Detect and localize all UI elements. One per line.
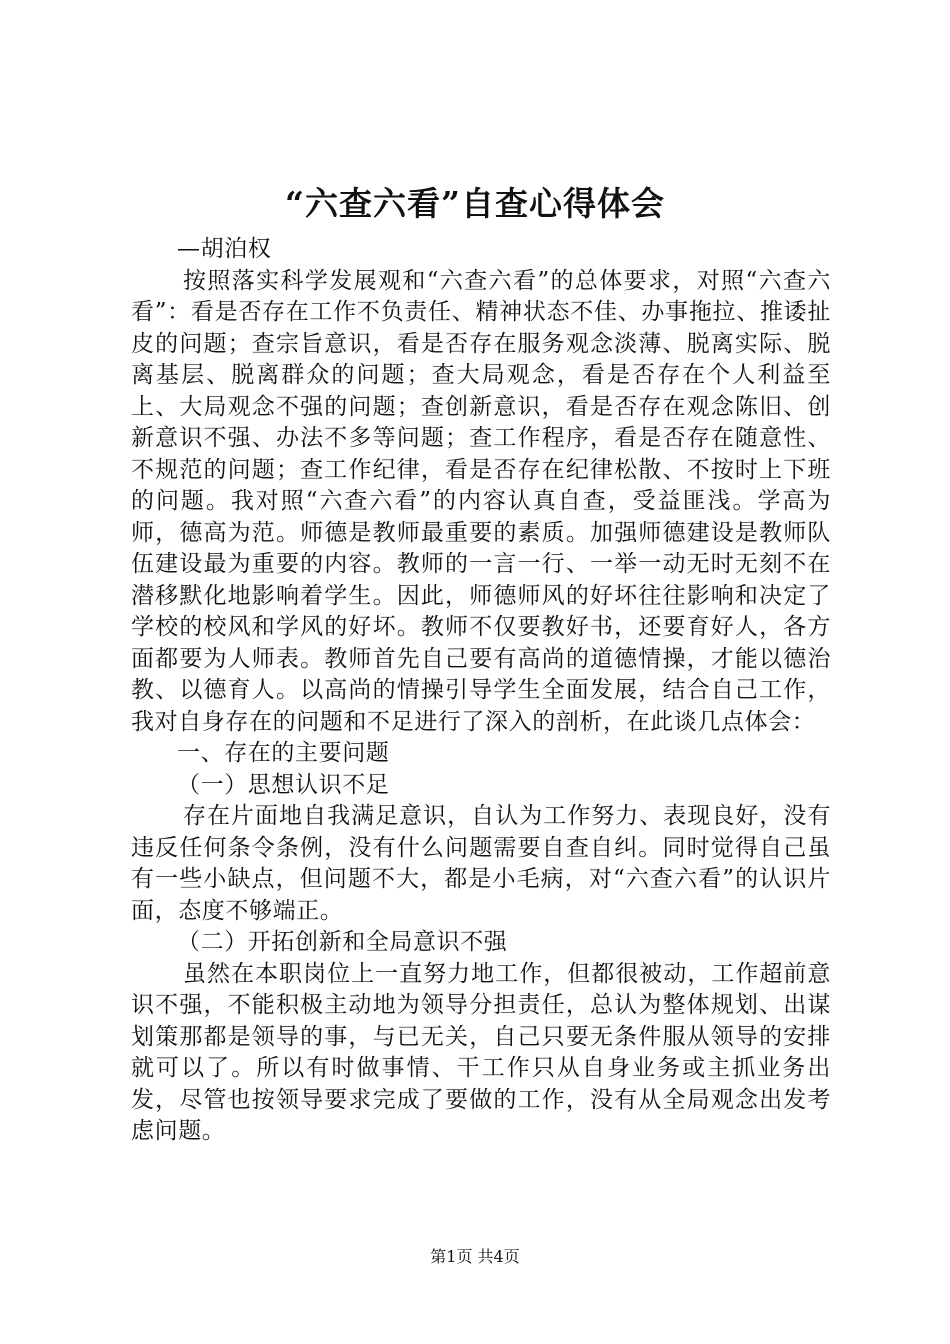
section-heading: 一、存在的主要问题 [177,740,390,766]
subsection-heading-2: （二）开拓创新和全局意识不强 [177,929,508,955]
document-body [131,234,831,1148]
subsection-heading-1: （一）思想认识不足 [177,771,390,798]
intro-paragraph: 按照落实科学发展观和“六查六看”的总体要求，对照“六查六看”：看是否存在工作不负责任、精神状态不佳、办事拖拉、推诿扯皮的问题；查宗旨意识，看是否存在服务观念淡薄、脱离实际、脱离基层、脱离群众的问题；查大局观念，看是否存在个人利益至上、大局观念不强的问题；查创新意识，看是否存在观念陈旧、创新意识不强、办法不多等问题；查工作程序，看是否存在随意性、不规范的问题；查工作纪律，看是否存在纪律松散、不按时上下班的问题。我对照“六查六看”的内容认真自查，受益匪浅。学高为师，德高为范。师德是教师最重要的素质。加强师德建设是教师队伍建设最为重要的内容。教师的一言一行、一举一动无时无刻不在潜移默化地影响着学生。因此，师德师风的好坏往往影响和决定了学校的校风和学风的好坏。教师不仅要教好书，还要育好人，各方面都要为人师表。教师首先自己要有高尚的道德情操，才能以德治教、以德育人。以高尚的情操引导学生全面发展，结合自己工作，我对自身存在的问题和不足进行了深入的剖析，在此谈几点体会： [131,267,831,735]
subsection-1-paragraph: 存在片面地自我满足意识，自认为工作努力、表现良好，没有违反任何条令条例，没有什么问题需要自查自纠。同时觉得自己虽有一些小缺点，但问题不大，都是小毛病，对“六查六看”的认识片面，态度不够端正。 [131,803,831,924]
author-line: —胡泊权 [177,236,272,262]
page-number-footer: 第1页 共4页 [430,1247,520,1266]
subsection-2-paragraph: 虽然在本职岗位上一直努力地工作，但都很被动，工作超前意识不强，不能积极主动地为领导分担责任，总认为整体规划、出谋划策那都是领导的事，与已无关，自己只要无条件服从领导的安排就可以了。所以有时做事情、干工作只从自身业务或主抓业务出发，尽管也按领导要求完成了要做的工作，没有从全局观念出发考虑问题。 [131,960,831,1144]
document-title: “六查六看”自查心得体会 [285,184,665,223]
